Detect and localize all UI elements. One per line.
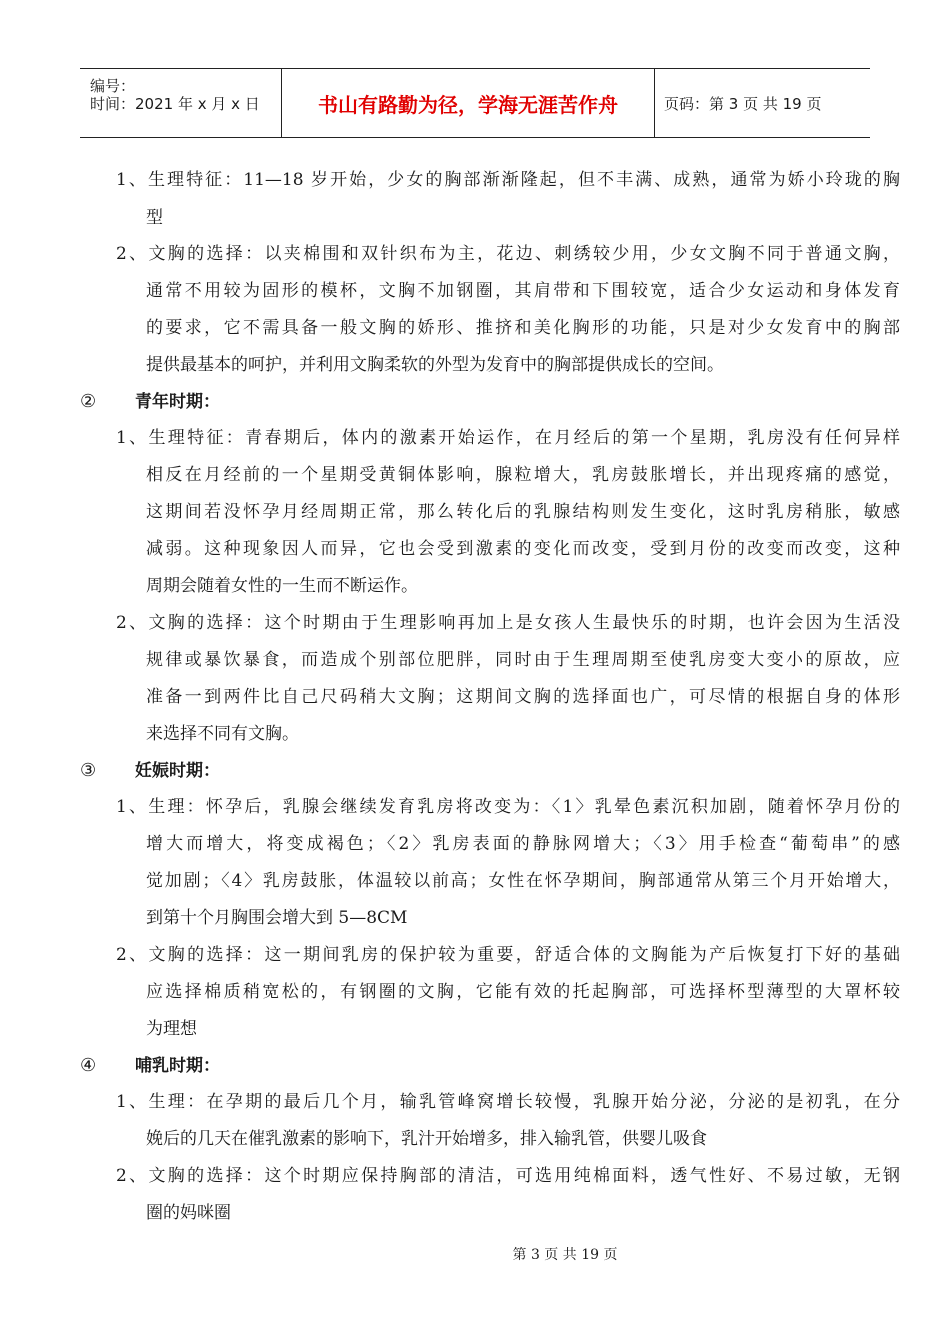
paragraph-line: 2、文胸的选择：以夹棉围和双针织布为主，花边、刺绣较少用，少女文胸不同于普通文胸， (116, 244, 900, 264)
paragraph-line: 增大而增大，将变成褐色；〈2〉乳房表面的静脉网增大；〈3〉用手检查“葡萄串”的感 (146, 834, 900, 854)
paragraph-line: 规律或暴饮暴食，而造成个别部位肥胖，同时由于生理周期至使乳房变大变小的原故，应 (146, 650, 900, 670)
paragraph-line: 1、生理：怀孕后，乳腺会继续发育乳房将改变为：〈1〉乳晕色素沉积加剧，随着怀孕月份的 (116, 797, 900, 817)
document-number-label: 编号： (90, 77, 136, 95)
header-page-cell (655, 69, 870, 137)
paragraph-line: 通常不用较为固形的模杯，文胸不加钢圈，其肩带和下围较宽，适合少女运动和身体发育 (146, 281, 900, 301)
section-title: 妊娠时期： (135, 761, 220, 781)
paragraph-line: 到第十个月胸围会增大到 5—8CM (146, 908, 408, 928)
section-number: ④ (80, 1055, 97, 1076)
page-footer: 第 3 页 共 19 页 (512, 1247, 618, 1263)
document-header (80, 68, 870, 138)
paragraph-line: 周期会随着女性的一生而不断运作。 (146, 576, 418, 596)
paragraph-line: 觉加剧；〈4〉乳房鼓胀，体温较以前高；女性在怀孕期间，胸部通常从第三个月开始增大， (146, 871, 900, 891)
paragraph-line: 为理想 (146, 1019, 197, 1039)
section-title: 哺乳时期： (135, 1056, 220, 1076)
paragraph-line: 2、文胸的选择：这个时期由于生理影响再加上是女孩人生最快乐的时期，也许会因为生活没 (116, 613, 900, 633)
paragraph-line: 的要求，它不需具备一般文胸的娇形、推挤和美化胸形的功能，只是对少女发育中的胸部 (146, 318, 900, 338)
section-title: 青年时期： (135, 392, 220, 412)
paragraph-line: 2、文胸的选择：这个时期应保持胸部的清洁，可选用纯棉面料，透气性好、不易过敏，无钢 (116, 1166, 900, 1186)
paragraph-line: 娩后的几天在催乳激素的影响下，乳汁开始增多，排入输乳管，供婴儿吸食 (146, 1129, 707, 1149)
paragraph-line: 应选择棉质稍宽松的，有钢圈的文胸，它能有效的托起胸部，可选择杯型薄型的大罩杯较 (146, 982, 900, 1002)
paragraph-line: 1、生理特征：11—18 岁开始，少女的胸部渐渐隆起，但不丰满、成熟，通常为娇小玲珑的胸 (116, 170, 900, 190)
section-number: ③ (80, 760, 97, 781)
paragraph-line: 准备一到两件比自己尺码稍大文胸；这期间文胸的选择面也广，可尽情的根据自身的体形 (146, 687, 900, 707)
header-motto: 书山有路勤为径，学海无涯苦作舟 (318, 93, 618, 117)
section-number: ② (80, 391, 97, 412)
header-motto-cell (282, 69, 655, 137)
document-time-label: 时间：2021 年 x 月 x 日 (90, 95, 260, 113)
paragraph-line: 这期间若没怀孕月经周期正常，那么转化后的乳腺结构则发生变化，这时乳房稍胀，敏感 (146, 502, 900, 522)
paragraph-line: 型 (146, 208, 163, 228)
paragraph-line: 圈的妈咪圈 (146, 1203, 231, 1223)
paragraph-line: 2、文胸的选择：这一期间乳房的保护较为重要，舒适合体的文胸能为产后恢复打下好的基础 (116, 945, 900, 965)
paragraph-line: 提供最基本的呵护，并利用文胸柔软的外型为发育中的胸部提供成长的空间。 (146, 355, 724, 375)
header-info-cell (80, 69, 282, 137)
paragraph-line: 1、生理特征：青春期后，体内的激素开始运作，在月经后的第一个星期，乳房没有任何异样 (116, 428, 900, 448)
paragraph-line: 减弱。这种现象因人而异，它也会受到激素的变化而改变，受到月份的改变而改变，这种 (146, 539, 900, 559)
paragraph-line: 1、生理：在孕期的最后几个月，输乳管峰窝增长较慢，乳腺开始分泌，分泌的是初乳，在分 (116, 1092, 900, 1112)
header-page-number: 页码：第 3 页 共 19 页 (664, 95, 822, 113)
paragraph-line: 来选择不同有文胸。 (146, 724, 299, 744)
paragraph-line: 相反在月经前的一个星期受黄铜体影响，腺粒增大，乳房鼓胀增长，并出现疼痛的感觉， (146, 465, 900, 485)
